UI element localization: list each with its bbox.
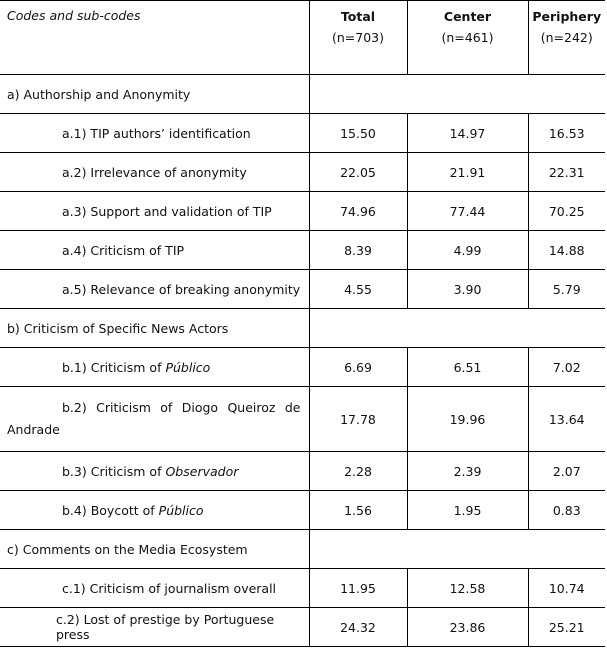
table-header-row xyxy=(0,1,605,75)
total-value: 22.05 xyxy=(309,153,407,192)
total-value: 2.28 xyxy=(309,452,407,491)
table-row xyxy=(0,387,605,452)
periphery-value: 5.79 xyxy=(528,270,605,309)
total-value: 4.55 xyxy=(309,270,407,309)
subcode-label xyxy=(0,491,309,530)
header-total-title: Total xyxy=(340,9,376,24)
center-value: 1.95 xyxy=(407,491,528,530)
subcode-text: b.3) Criticism of xyxy=(62,463,166,479)
center-value: 4.99 xyxy=(407,231,528,270)
total-value: 8.39 xyxy=(309,231,407,270)
subcode-label xyxy=(0,387,309,452)
header-center xyxy=(407,1,528,75)
subcode-label xyxy=(0,452,309,491)
subcode-text: a.2) Irrelevance of anonymity xyxy=(62,164,247,180)
periphery-value: 22.31 xyxy=(528,153,605,192)
subcode-text: c.1) Criticism of journalism overall xyxy=(62,580,277,596)
periphery-value: 13.64 xyxy=(528,387,605,452)
category-row xyxy=(0,75,605,114)
header-total xyxy=(309,1,407,75)
center-value: 19.96 xyxy=(407,387,528,452)
category-empty-cell xyxy=(309,530,605,569)
total-value: 6.69 xyxy=(309,348,407,387)
center-value: 6.51 xyxy=(407,348,528,387)
table-row xyxy=(0,608,605,647)
subcode-italic-text: Observador xyxy=(165,463,239,479)
table-row xyxy=(0,569,605,608)
subcode-label xyxy=(0,270,309,309)
center-value: 12.58 xyxy=(407,569,528,608)
subcode-text: b.4) Boycott of xyxy=(62,502,159,518)
table-row xyxy=(0,231,605,270)
subcode-label xyxy=(0,569,309,608)
subcode-label xyxy=(0,153,309,192)
total-value: 17.78 xyxy=(309,387,407,452)
periphery-value: 0.83 xyxy=(528,491,605,530)
total-value: 11.95 xyxy=(309,569,407,608)
subcode-text: b.1) Criticism of xyxy=(62,359,166,375)
subcode-label xyxy=(0,231,309,270)
periphery-value: 70.25 xyxy=(528,192,605,231)
periphery-value: 25.21 xyxy=(528,608,605,647)
category-empty-cell xyxy=(309,309,605,348)
total-value: 24.32 xyxy=(309,608,407,647)
header-center-n: (n=461) xyxy=(441,30,494,45)
category-label: a) Authorship and Anonymity xyxy=(0,75,309,114)
header-codes-label: Codes and sub-codes xyxy=(0,1,309,75)
subcode-italic-text: Público xyxy=(158,502,204,518)
table-row xyxy=(0,270,605,309)
header-periphery-title: Periphery xyxy=(532,9,602,24)
category-label: c) Comments on the Media Ecosystem xyxy=(0,530,309,569)
category-row xyxy=(0,530,605,569)
total-value: 15.50 xyxy=(309,114,407,153)
table-row xyxy=(0,114,605,153)
header-periphery-n: (n=242) xyxy=(540,30,593,45)
subcode-italic-text: Público xyxy=(165,359,211,375)
subcode-text: b.2) Criticism of Diogo Queiroz de Andrade xyxy=(7,400,301,437)
header-center-title: Center xyxy=(443,9,492,24)
category-label: b) Criticism of Specific News Actors xyxy=(0,309,309,348)
periphery-value: 14.88 xyxy=(528,231,605,270)
header-periphery xyxy=(528,1,605,75)
center-value: 21.91 xyxy=(407,153,528,192)
table-row xyxy=(0,153,605,192)
subcode-text: a.3) Support and validation of TIP xyxy=(62,203,272,219)
subcode-text: c.2) Lost of prestige by Portuguese press xyxy=(56,612,275,642)
center-value: 77.44 xyxy=(407,192,528,231)
center-value: 2.39 xyxy=(407,452,528,491)
category-empty-cell xyxy=(309,75,605,114)
header-total-n: (n=703) xyxy=(331,30,384,45)
center-value: 3.90 xyxy=(407,270,528,309)
center-value: 14.97 xyxy=(407,114,528,153)
subcode-text: a.1) TIP authors’ identification xyxy=(62,125,251,141)
table-row xyxy=(0,491,605,530)
total-value: 1.56 xyxy=(309,491,407,530)
table-row xyxy=(0,348,605,387)
subcode-label xyxy=(0,192,309,231)
table-row xyxy=(0,192,605,231)
periphery-value: 16.53 xyxy=(528,114,605,153)
category-row xyxy=(0,309,605,348)
subcode-label xyxy=(0,608,309,647)
subcode-text: a.4) Criticism of TIP xyxy=(62,242,185,258)
periphery-value: 10.74 xyxy=(528,569,605,608)
periphery-value: 2.07 xyxy=(528,452,605,491)
total-value: 74.96 xyxy=(309,192,407,231)
table-row xyxy=(0,452,605,491)
subcode-label xyxy=(0,348,309,387)
subcode-label xyxy=(0,114,309,153)
center-value: 23.86 xyxy=(407,608,528,647)
subcode-text: a.5) Relevance of breaking anonymity xyxy=(62,281,301,297)
periphery-value: 7.02 xyxy=(528,348,605,387)
